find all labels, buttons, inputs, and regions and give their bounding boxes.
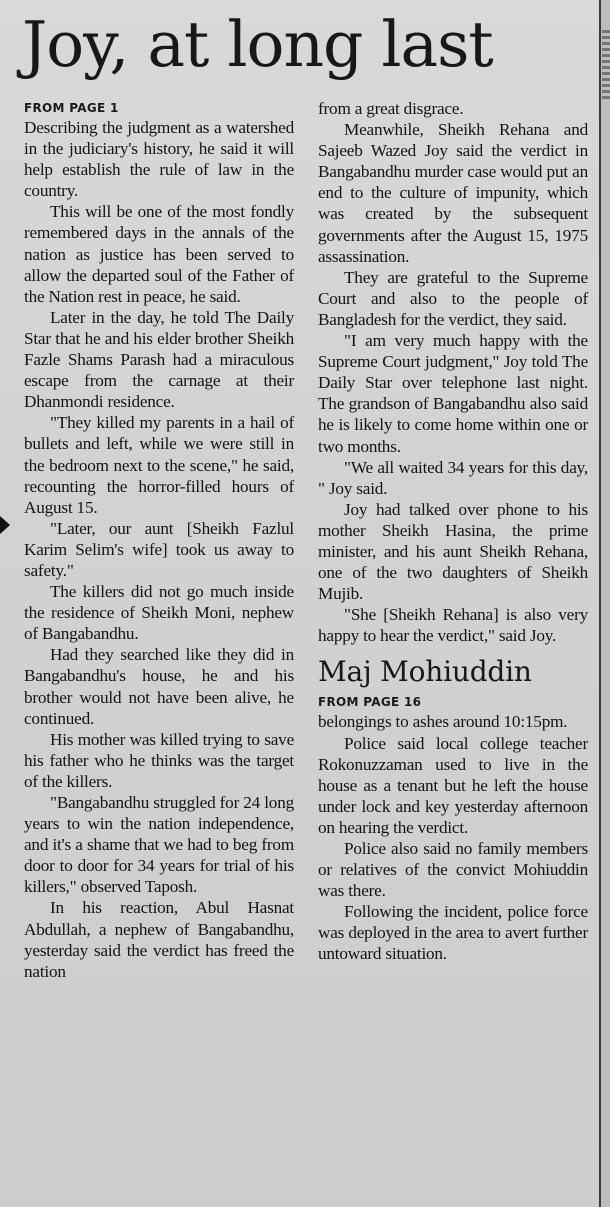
paragraph: The killers did not go much inside the residence of Sheikh Moni, nephew of Bangabandhu. xyxy=(24,582,294,644)
paragraph: Had they searched like they did in Bangabandhu's house, he and his brother would not have been alive, he continued. xyxy=(24,645,294,728)
adjacent-page-edge xyxy=(601,0,610,1207)
paragraph: from a great disgrace. xyxy=(318,99,464,118)
right-column xyxy=(318,98,588,965)
continuation-kicker: FROM PAGE 1 xyxy=(24,101,119,115)
paragraph: Following the incident, police force was deployed in the area to avert further untoward situation. xyxy=(318,902,588,964)
paragraph: In his reaction, Abul Hasnat Abdullah, a nephew of Bangabandhu, yesterday said the verdict has freed the nation xyxy=(24,898,294,981)
second-story-headline: Maj Mohiuddin xyxy=(318,655,532,689)
paragraph: "Later, our aunt [Sheikh Fazlul Karim Selim's wife] took us away to safety." xyxy=(24,518,294,580)
paragraph: "We all waited 34 years for this day, " Joy said. xyxy=(318,457,588,498)
paragraph: They are grateful to the Supreme Court and also to the people of Bangladesh for the verdict, they said. xyxy=(318,267,588,329)
second-story-kicker: FROM PAGE 16 xyxy=(318,695,422,710)
headline: Joy, at long last xyxy=(22,8,493,81)
paragraph: This will be one of the most fondly remembered days in the annals of the nation as justice has been served to allow the departed soul of the Father of the Nation rest in peace, he said. xyxy=(24,202,294,306)
paragraph: His mother was killed trying to save his father who he thinks was the target of the killers. xyxy=(24,729,294,791)
left-column xyxy=(24,98,294,982)
margin-arrow-mark xyxy=(0,516,10,534)
paragraph: "She [Sheikh Rehana] is also very happy to hear the verdict," said Joy. xyxy=(318,605,588,646)
paragraph: Meanwhile, Sheikh Rehana and Sajeeb Wazed Joy said the verdict in Bangabandhu murder case would put an end to the culture of impunity, which was created by the subsequent governments after the August 15, 1975 assassination. xyxy=(318,120,588,266)
paragraph: Describing the judgment as a watershed in the judiciary's history, he said it will help establish the rule of law in the country. xyxy=(24,118,294,201)
paragraph: Police also said no family members or relatives of the convict Mohiuddin was there. xyxy=(318,839,588,901)
paragraph: Police said local college teacher Rokonuzzaman used to live in the house as a tenant but he left the house under lock and key yesterday afternoon on hearing the verdict. xyxy=(318,733,588,837)
paragraph: "They killed my parents in a hail of bullets and left, while we were still in the bedroom next to the scene," he said, recounting the horror-filled hours of August 15. xyxy=(24,413,294,517)
paragraph: Joy had talked over phone to his mother Sheikh Hasina, the prime minister, and his aunt Sheikh Rehana, one of the two daughters of Sheikh Mujib. xyxy=(318,499,588,604)
paragraph: belongings to ashes around 10:15pm. xyxy=(318,712,568,732)
paragraph: "Bangabandhu struggled for 24 long years to win the nation independence, and it's a shame that we had to beg from door to door for 34 years for trial of his killers," observed Taposh. xyxy=(24,793,294,897)
paragraph: "I am very much happy with the Supreme Court judgment," Joy told The Daily Star over telephone last night. The grandson of Bangabandhu also said he is likely to come home within one or two months. xyxy=(318,331,588,456)
adjacent-page-text-fragment xyxy=(602,30,610,100)
paragraph: Later in the day, he told The Daily Star that he and his elder brother Sheikh Fazle Shams Parash had a miraculous escape from the carnage at their Dhanmondi residence. xyxy=(24,307,294,412)
